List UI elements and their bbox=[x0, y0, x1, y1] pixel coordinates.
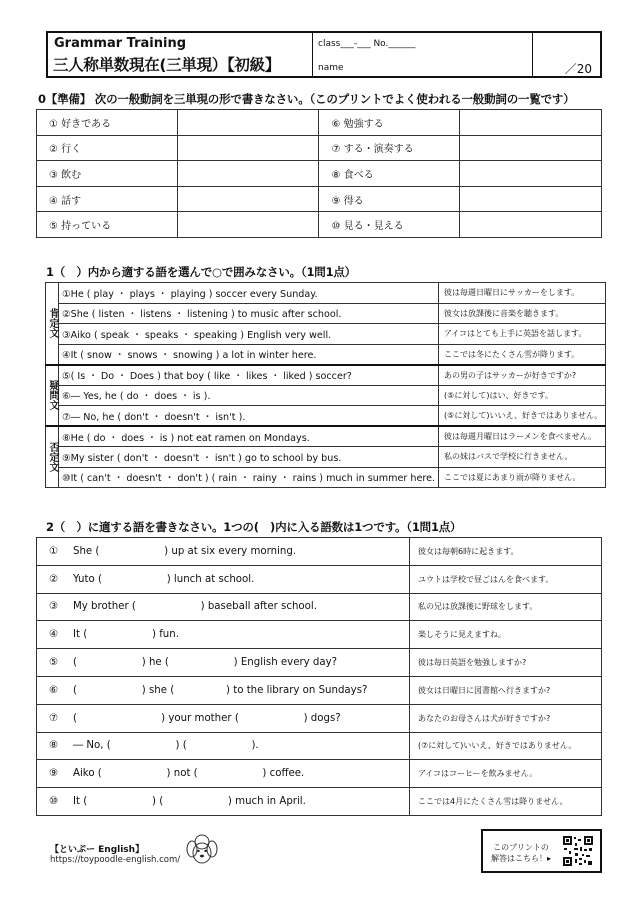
fill-in-row bbox=[37, 538, 602, 566]
verb-prompt: ① 好きである bbox=[37, 110, 178, 136]
japanese-translation: (⑤に対して)はい、好きです。 bbox=[439, 385, 606, 406]
japanese-translation: 彼は毎週日曜日にサッカーをします。 bbox=[439, 283, 606, 304]
question-text: She ( ) up at six every morning. bbox=[73, 545, 297, 557]
japanese-translation: ここでは夏にあまり雨が降りません。 bbox=[439, 467, 606, 488]
question-text: ( ) your mother ( ) dogs? bbox=[73, 712, 341, 724]
sentence-type-label: 疑問文 bbox=[46, 365, 59, 427]
question-number: ③ bbox=[49, 601, 59, 613]
section2-heading: 2（ ）に適する語を書きなさい。1つの( )内に入る語数は1つです。（1問1点） bbox=[46, 520, 462, 534]
verb-prompt: ⑤ 持っている bbox=[37, 212, 178, 238]
japanese-translation: ここでは冬にたくさん雪が降ります。 bbox=[439, 344, 606, 365]
verb-prompt: ⑦ する・演奏する bbox=[319, 135, 460, 161]
fill-in-row bbox=[37, 788, 602, 816]
question-number: ⑤ bbox=[49, 657, 59, 669]
poodle-mascot-icon bbox=[183, 833, 221, 867]
question-number: ② bbox=[49, 573, 59, 585]
question-number: ⑥ bbox=[49, 684, 59, 696]
answer-blank[interactable] bbox=[177, 212, 319, 238]
fill-in-question[interactable] bbox=[37, 760, 410, 788]
fill-in-row bbox=[37, 649, 602, 677]
answer-blank[interactable] bbox=[460, 212, 602, 238]
japanese-translation: あの男の子はサッカーが好きですか? bbox=[439, 365, 606, 386]
verb-row bbox=[37, 161, 602, 187]
answer-blank[interactable] bbox=[177, 110, 319, 136]
japanese-translation: アイコはコーヒーを飲みません。 bbox=[410, 760, 602, 788]
choice-question[interactable]: ⑦― No, he ( don't ・ doesn't ・ isn't ). bbox=[59, 406, 439, 427]
choice-question[interactable]: ⑩It ( can't ・ doesn't ・ don't ) ( rain ・ rainy ・ rains ) much in summer here. bbox=[59, 467, 439, 488]
fill-in-question[interactable] bbox=[37, 704, 410, 732]
site-url-link[interactable]: https://toypoodle-english.com/ bbox=[50, 855, 181, 865]
japanese-translation: (⑦に対して)いいえ、好きではありません。 bbox=[410, 732, 602, 760]
choice-question[interactable]: ⑥― Yes, he ( do ・ does ・ is ). bbox=[59, 385, 439, 406]
japanese-translation: 私の兄は放課後に野球をします。 bbox=[410, 593, 602, 621]
question-number: ① bbox=[49, 545, 59, 557]
choice-question[interactable]: ⑤( Is ・ Do ・ Does ) that boy ( like ・ likes ・ liked ) soccer? bbox=[59, 365, 439, 386]
choice-question[interactable]: ⑧He ( do ・ does ・ is ) not eat ramen on Mondays. bbox=[59, 426, 439, 447]
japanese-translation: 私の妹はバスで学校に行きません。 bbox=[439, 447, 606, 468]
title-japanese: 三人称単数現在(三単現）【初級】 bbox=[53, 56, 281, 74]
fill-in-row bbox=[37, 593, 602, 621]
fill-in-question[interactable] bbox=[37, 538, 410, 566]
choice-question-table bbox=[45, 282, 606, 488]
verb-row bbox=[37, 135, 602, 161]
fill-in-row bbox=[37, 760, 602, 788]
verb-row bbox=[37, 186, 602, 212]
question-number: ⑩ bbox=[49, 796, 59, 808]
fill-in-question[interactable] bbox=[37, 565, 410, 593]
fill-in-row bbox=[37, 676, 602, 704]
japanese-translation: (⑤に対して)いいえ、好きではありません。 bbox=[439, 406, 606, 427]
brand-name: 【といぷー English】 bbox=[50, 845, 145, 855]
question-text: ― No, ( ) ( ). bbox=[73, 740, 259, 752]
choice-row bbox=[46, 303, 606, 324]
question-text: ( ) he ( ) English every day? bbox=[73, 657, 338, 669]
qr-code-icon[interactable] bbox=[562, 835, 594, 867]
verb-prompt: ④ 話す bbox=[37, 186, 178, 212]
fill-in-question[interactable] bbox=[37, 649, 410, 677]
fill-in-row bbox=[37, 621, 602, 649]
choice-question[interactable]: ①He ( play ・ plays ・ playing ) soccer every Sunday. bbox=[59, 283, 439, 304]
name-field[interactable]: name bbox=[318, 63, 344, 73]
sentence-type-label: 否定文 bbox=[46, 426, 59, 488]
japanese-translation: 彼女は毎朝6時に起きます。 bbox=[410, 538, 602, 566]
choice-row bbox=[46, 447, 606, 468]
answer-blank[interactable] bbox=[460, 110, 602, 136]
choice-question[interactable]: ④It ( snow ・ snows ・ snowing ) a lot in winter here. bbox=[59, 344, 439, 365]
fill-in-question[interactable] bbox=[37, 732, 410, 760]
question-text: Yuto ( ) lunch at school. bbox=[73, 573, 255, 585]
japanese-translation: ユウトは学校で昼ごはんを食べます。 bbox=[410, 565, 602, 593]
verb-row bbox=[37, 212, 602, 238]
japanese-translation: 彼は毎週月曜日はラーメンを食べません。 bbox=[439, 426, 606, 447]
title-english: Grammar Training bbox=[54, 36, 187, 51]
question-number: ⑦ bbox=[49, 712, 59, 724]
section0-heading: 0【準備】 次の一般動詞を三単現の形で書きなさい。（このプリントでよく使われる一般動詞の一覧です） bbox=[38, 92, 575, 106]
verb-prompt: ③ 飲む bbox=[37, 161, 178, 187]
score-box: ／20 bbox=[564, 62, 592, 76]
choice-row bbox=[46, 365, 606, 386]
answer-blank[interactable] bbox=[177, 135, 319, 161]
choice-row bbox=[46, 344, 606, 365]
choice-row bbox=[46, 385, 606, 406]
japanese-translation: 楽しそうに見えますね。 bbox=[410, 621, 602, 649]
qr-caption-line2: 解答はこちら！▸ bbox=[490, 854, 551, 863]
answer-blank[interactable] bbox=[460, 186, 602, 212]
verb-row bbox=[37, 110, 602, 136]
question-text: ( ) she ( ) to the library on Sundays? bbox=[73, 684, 368, 696]
choice-row bbox=[46, 467, 606, 488]
fill-in-row bbox=[37, 732, 602, 760]
choice-row bbox=[46, 283, 606, 304]
question-number: ④ bbox=[49, 629, 59, 641]
section1-heading: 1（ ）内から適する語を選んで○で囲みなさい。（1問1点） bbox=[46, 265, 356, 279]
choice-question[interactable]: ③Aiko ( speak ・ speaks ・ speaking ) English very well. bbox=[59, 324, 439, 345]
sentence-type-label: 肯定文 bbox=[46, 283, 59, 365]
japanese-translation: ここでは4月にたくさん雪は降りません。 bbox=[410, 788, 602, 816]
verb-prompt: ② 行く bbox=[37, 135, 178, 161]
fill-in-question[interactable] bbox=[37, 593, 410, 621]
choice-row bbox=[46, 324, 606, 345]
verb-prompt: ⑩ 見る・見える bbox=[319, 212, 460, 238]
choice-row bbox=[46, 406, 606, 427]
verb-list-table bbox=[36, 109, 602, 238]
class-number-field[interactable]: class___-___ No.______ bbox=[318, 39, 416, 49]
answer-blank[interactable] bbox=[460, 161, 602, 187]
question-text: Aiko ( ) not ( ) coffee. bbox=[73, 768, 305, 780]
title-box bbox=[48, 33, 313, 76]
answer-blank[interactable] bbox=[460, 135, 602, 161]
fill-in-row bbox=[37, 704, 602, 732]
fill-in-question[interactable] bbox=[37, 788, 410, 816]
answer-blank[interactable] bbox=[177, 161, 319, 187]
verb-prompt: ⑥ 勉強する bbox=[319, 110, 460, 136]
fill-in-question[interactable] bbox=[37, 676, 410, 704]
japanese-translation: アイコはとても上手に英語を話します。 bbox=[439, 324, 606, 345]
fill-in-row bbox=[37, 565, 602, 593]
verb-prompt: ⑧ 食べる bbox=[319, 161, 460, 187]
fill-in-table bbox=[36, 537, 602, 816]
question-number: ⑨ bbox=[49, 768, 59, 780]
question-number: ⑧ bbox=[49, 740, 59, 752]
choice-question[interactable]: ②She ( listen ・ listens ・ listening ) to music after school. bbox=[59, 303, 439, 324]
answer-blank[interactable] bbox=[177, 186, 319, 212]
japanese-translation: 彼は毎日英語を勉強しますか? bbox=[410, 649, 602, 677]
japanese-translation: あなたのお母さんは犬が好きですか? bbox=[410, 704, 602, 732]
fill-in-question[interactable] bbox=[37, 621, 410, 649]
answer-qr-box[interactable] bbox=[481, 829, 602, 873]
choice-row bbox=[46, 426, 606, 447]
question-text: It ( ) fun. bbox=[73, 629, 179, 641]
question-text: It ( ) ( ) much in April. bbox=[73, 796, 306, 808]
japanese-translation: 彼女は放課後に音楽を聴きます。 bbox=[439, 303, 606, 324]
worksheet-header bbox=[46, 31, 602, 78]
choice-question[interactable]: ⑨My sister ( don't ・ doesn't ・ isn't ) go to school by bus. bbox=[59, 447, 439, 468]
qr-caption-line1: このプリントの bbox=[493, 843, 549, 852]
japanese-translation: 彼女は日曜日に図書館へ行きますか? bbox=[410, 676, 602, 704]
student-info-box bbox=[312, 33, 533, 76]
question-text: My brother ( ) baseball after school. bbox=[73, 601, 317, 613]
verb-prompt: ⑨ 得る bbox=[319, 186, 460, 212]
